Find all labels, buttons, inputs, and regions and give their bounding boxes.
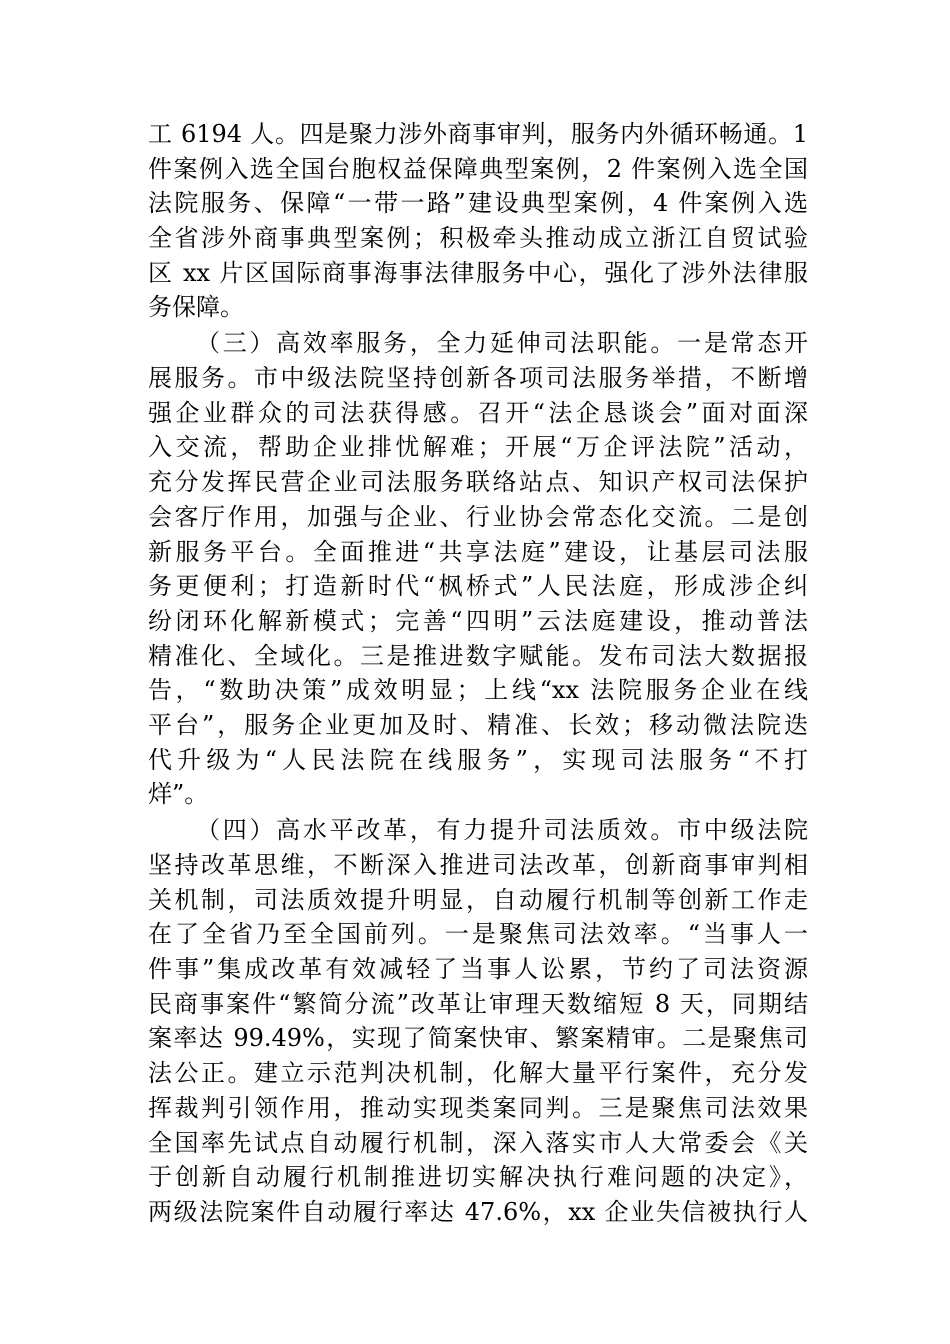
- text-line: 法院服务、保障“一带一路”建设典型案例，4 件案例入选: [148, 189, 808, 218]
- text-line: 法公正。建立示范判决机制，化解大量平行案件，充分发: [148, 1059, 808, 1088]
- text-line: 民商事案件“繁简分流”改革让审理天数缩短 8 天，同期结: [148, 989, 808, 1018]
- text-line: 新服务平台。全面推进“共享法庭”建设，让基层司法服: [148, 537, 808, 566]
- paragraph-reform: [148, 813, 808, 1229]
- paragraph-heading-line: （三）高效率服务，全力延伸司法职能。一是常态开: [196, 329, 808, 358]
- text-line: 件事”集成改革有效减轻了当事人讼累，节约了司法资源: [148, 955, 808, 984]
- document-body: [148, 117, 808, 1230]
- text-line: 充分发挥民营企业司法服务联络站点、知识产权司法保护: [148, 468, 808, 497]
- text-line: 入交流，帮助企业排忧解难；开展“万企评法院”活动，: [148, 433, 808, 462]
- text-line: 工 6194 人。四是聚力涉外商事审判，服务内外循环畅通。1: [148, 120, 808, 148]
- text-line: 展服务。市中级法院坚持创新各项司法服务举措，不断增: [148, 364, 808, 393]
- text-line: 案率达 99.49%，实现了简案快审、繁案精审。二是聚焦司: [148, 1024, 808, 1053]
- text-line: 会客厅作用，加强与企业、行业协会常态化交流。二是创: [148, 502, 808, 531]
- text-line: 全省涉外商事典型案例；积极牵头推动成立浙江自贸试验: [148, 224, 808, 253]
- text-line: 务保障。: [148, 293, 244, 322]
- text-line: 代升级为“人民法院在线服务”，实现司法服务“不打: [148, 745, 808, 774]
- text-line: 平台”，服务企业更加及时、精准、长效；移动微法院迭: [148, 710, 808, 739]
- text-line: 烊”。: [148, 780, 209, 809]
- text-line: 告，“数助决策”成效明显；上线“xx 法院服务企业在线: [148, 676, 808, 705]
- text-line: 强企业群众的司法获得感。召开“法企恳谈会”面对面深: [148, 398, 808, 427]
- text-line: 挥裁判引领作用，推动实现类案同判。三是聚焦司法效果: [148, 1093, 808, 1122]
- paragraph-heading-line: （四）高水平改革，有力提升司法质效。市中级法院: [196, 816, 808, 845]
- paragraph-foreign-commercial: [148, 117, 808, 325]
- text-line: 精准化、全域化。三是推进数字赋能。发布司法大数据报: [148, 641, 808, 670]
- text-line: 坚持改革思维，不断深入推进司法改革，创新商事审判相: [148, 851, 808, 880]
- paragraph-efficient-service: [148, 326, 808, 812]
- text-line: 纷闭环化解新模式；完善“四明”云法庭建设，推动普法: [148, 606, 808, 635]
- text-line: 区 xx 片区国际商事海事法律服务中心，强化了涉外法律服: [148, 258, 808, 287]
- text-line: 件案例入选全国台胞权益保障典型案例，2 件案例入选全国: [148, 154, 808, 183]
- text-line: 全国率先试点自动履行机制，深入落实市人大常委会《关: [148, 1128, 808, 1157]
- text-line: 两级法院案件自动履行率达 47.6%，xx 企业失信被执行人: [148, 1197, 808, 1226]
- text-line: 于创新自动履行机制推进切实解决执行难问题的决定》，: [148, 1163, 808, 1192]
- text-line: 务更便利；打造新时代“枫桥式”人民法庭，形成涉企纠: [148, 572, 808, 601]
- text-line: 关机制，司法质效提升明显，自动履行机制等创新工作走: [148, 885, 808, 914]
- text-line: 在了全省乃至全国前列。一是聚焦司法效率。“当事人一: [148, 920, 808, 949]
